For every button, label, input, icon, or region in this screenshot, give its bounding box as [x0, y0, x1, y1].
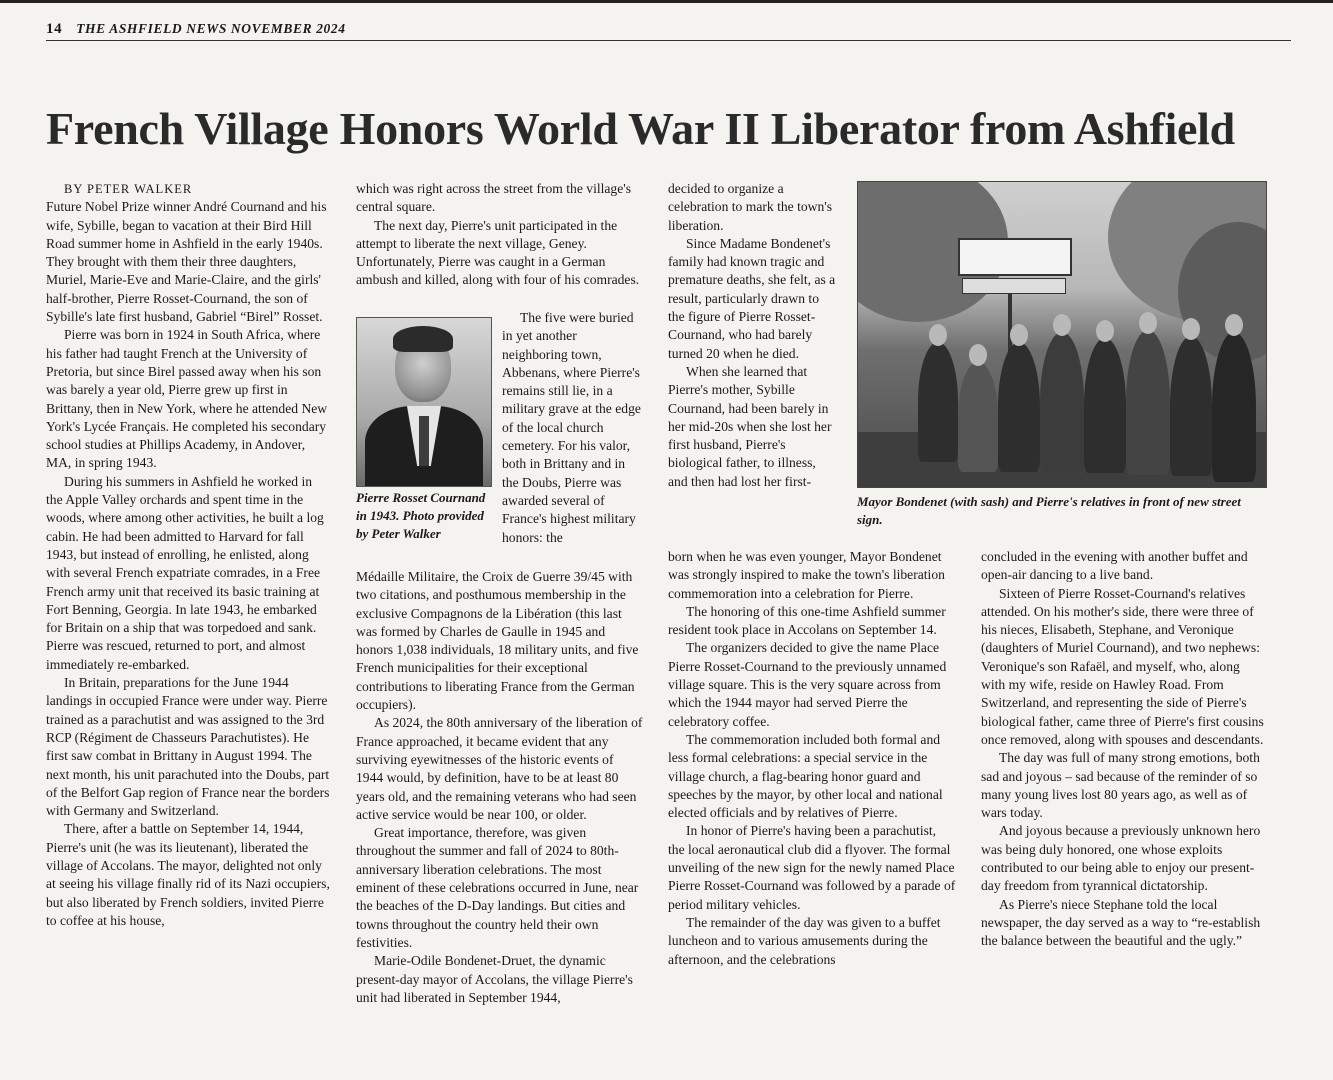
paragraph: In Britain, preparations for the June 1944 landings in occupied France were under way. Pierre trained as a parachutist and was assigned to the 3rd RCP (Régiment de Chasseurs Parachutistes). He first saw combat in Brittany in August 1994. The next month, his unit parachuted into the Doubs, part of the Belfort Gap region of France near the borders with Germany and Switzerland. [46, 675, 330, 819]
paragraph: Médaille Militaire, the Croix de Guerre 39/45 with two citations, and posthumous membership in the exclusive Compagnons de la Libération (this last was formed by Charles de Gaulle in 1945 and honors 1,038 individuals, 18 military units, and five French municipalities for their exceptional contributions to liberating France from the German occupiers). [356, 569, 639, 713]
paragraph: The day was full of many strong emotions, both sad and joyous – sad because of the reminder of so many young lives lost 80 years ago, as well as of wars today. [981, 750, 1260, 821]
paragraph: The organizers decided to give the name Place Pierre Rosset-Cournand to the previously unnamed village square. This is the very square across from which the 1944 mayor had served Pierre the celebratory coffee. [668, 640, 947, 729]
paragraph: concluded in the evening with another buffet and open-air dancing to a live band. [981, 549, 1248, 583]
paragraph: In honor of Pierre's having been a parachutist, the local aeronautical club did a flyover. The formal unveiling of the new sign for the newly named Place Pierre Rosset-Cournand was followed by a parade of period military vehicles. [668, 823, 956, 912]
paragraph: The commemoration included both formal and less formal celebrations: a special service in the village church, a flag-bearing honor guard and speeches by the mayor, by other local and national elected officials and by relatives of Pierre. [668, 731, 943, 821]
paragraph: Since Madame Bondenet's family had known tragic and premature deaths, she felt, as a result, particularly drawn to the figure of Pierre Rosset-Cournand, who had barely turned 20 when he died. [668, 235, 836, 361]
column-1 [46, 180, 330, 930]
paragraph: The five were buried in yet another neighboring town, Abbenans, where Pierre's remains still lie, in a military grave at the edge of the local church cemetery. For his valor, both in Brittany and in the Doubs, Pierre was awarded several of France's highest military honors: the [502, 310, 641, 545]
header-rule [46, 40, 1291, 41]
column-3-top [668, 180, 838, 491]
page-number: 14 [46, 21, 63, 37]
page-header [46, 21, 1291, 38]
paragraph: The remainder of the day was given to a buffet luncheon and to various amusements during the afternoon, and the celebrations [668, 914, 941, 967]
paragraph: Sixteen of Pierre Rosset-Cournand's relatives attended. On his mother's side, there were three of his nieces, Elisabeth, Stephane, and Veronique (daughters of Muriel Cournand), and two nephews: Veronique's son Rafaël, and myself, who, along with my wife, reside on Hawley Road. From Switzerland, and representing the side of Pierre's biological father, came three of Pierre's first cousins once removed, along with spouses and descendants. [981, 585, 1264, 747]
paragraph: The next day, Pierre's unit participated in the attempt to liberate the next village, Geney. Unfortunately, Pierre was caught in a German ambush and killed, along with four of his comrades. [356, 217, 640, 288]
top-border [0, 0, 1333, 3]
paragraph: During his summers in Ashfield he worked in the Apple Valley orchards and spent time in the woods, where among other activities, he built a log cabin. He had been admitted to Harvard for fall 1943, but instead of enrolling, he enlisted, along with several French expatriate comrades, in a Free French army unit that received its basic training at Fort Benning, Georgia. In late 1943, he embarked for Britain on a ship that was torpedoed and sank. Pierre was rescued, returned to port, and almost immediately re-embarked. [46, 473, 324, 672]
paragraph: Marie-Odile Bondenet-Druet, the dynamic present-day mayor of Accolans, the village Pierre's unit had liberated in September 1944, [356, 953, 633, 1005]
group-photo [857, 181, 1267, 488]
paragraph: When she learned that Pierre's mother, Sybille Cournand, had been barely in her mid-20s when she lost her first husband, Pierre's biological father, to illness, and then had lost her first- [668, 363, 832, 489]
paragraph: Pierre was born in 1924 in South Africa, where his father had taught French at the University of Pretoria, but since Birel passed away when his son was barely a year old, Pierre grew up first in Brittany, then in New York, where he attended New York's Lycée Français. He completed his secondary school studies at Phillips Academy, in Andover, MA, in spring 1943. [46, 327, 328, 471]
byline: BY PETER WALKER [64, 182, 193, 196]
portrait-photo [356, 317, 492, 487]
paragraph: which was right across the street from the village's central square. [356, 181, 632, 215]
column-4 [981, 548, 1267, 951]
paragraph: Future Nobel Prize winner André Cournand and his wife, Sybille, began to vacation at their Bird Hill Road summer home in Ashfield in the early 1940s. They brought with them their three daughters, Muriel, Marie-Eve and Marie-Claire, and the girls' half-brother, Pierre Rosset-Cournand, the son of Sybille's late first husband, Gabriel “Birel” Rosset. [46, 199, 327, 325]
paragraph: There, after a battle on September 14, 1944, Pierre's unit (he was its lieutenant), liberated the village of Accolans. The mayor, delighted not only at seeing his village finally rid of its Nazi occupiers, but also liberated by French soldiers, invited Pierre to coffee at his house, [46, 821, 330, 928]
paragraph: As Pierre's niece Stephane told the local newspaper, the day served as a way to “re-establish the balance between the beautiful and the ugly.” [981, 896, 1261, 949]
portrait-caption: Pierre Rosset Cournand in 1943. Photo provided by Peter Walker [356, 490, 486, 541]
column-2-side [502, 309, 644, 547]
paragraph: Great importance, therefore, was given throughout the summer and fall of 2024 to 80th-anniversary liberation celebrations. The most eminent of these celebrations occurred in June, near the beaches of the D-Day landings. But cities and towns throughout the country held their own festivities. [356, 825, 639, 950]
paragraph: The honoring of this one-time Ashfield summer resident took place in Accolans on September 14. [668, 603, 946, 638]
column-3-bottom [668, 548, 956, 969]
headline: French Village Honors World War II Liberator from Ashfield [46, 103, 1235, 154]
paragraph: decided to organize a celebration to mark the town's liberation. [668, 181, 833, 233]
paragraph: As 2024, the 80th anniversary of the liberation of France approached, it became evident that any surviving eyewitnesses of the historic events of 1944 would, by definition, have to be at least 80 years old, and the remaining veterans who had seen active service would be near 100, or older. [356, 715, 643, 822]
masthead: THE ASHFIELD NEWS NOVEMBER 2024 [76, 21, 346, 36]
column-2-bottom [356, 568, 644, 1007]
group-photo-caption: Mayor Bondenet (with sash) and Pierre's relatives in front of new street sign. [857, 494, 1241, 527]
paragraph: And joyous because a previously unknown hero was being duly honored, one whose exploits contributed to our being able to enjoy our present-day freedom from tyrannical dictatorship. [981, 823, 1261, 894]
column-2-top [356, 180, 644, 290]
paragraph: born when he was even younger, Mayor Bondenet was strongly inspired to make the town's liberation commemoration into a celebration for Pierre. [668, 549, 945, 601]
